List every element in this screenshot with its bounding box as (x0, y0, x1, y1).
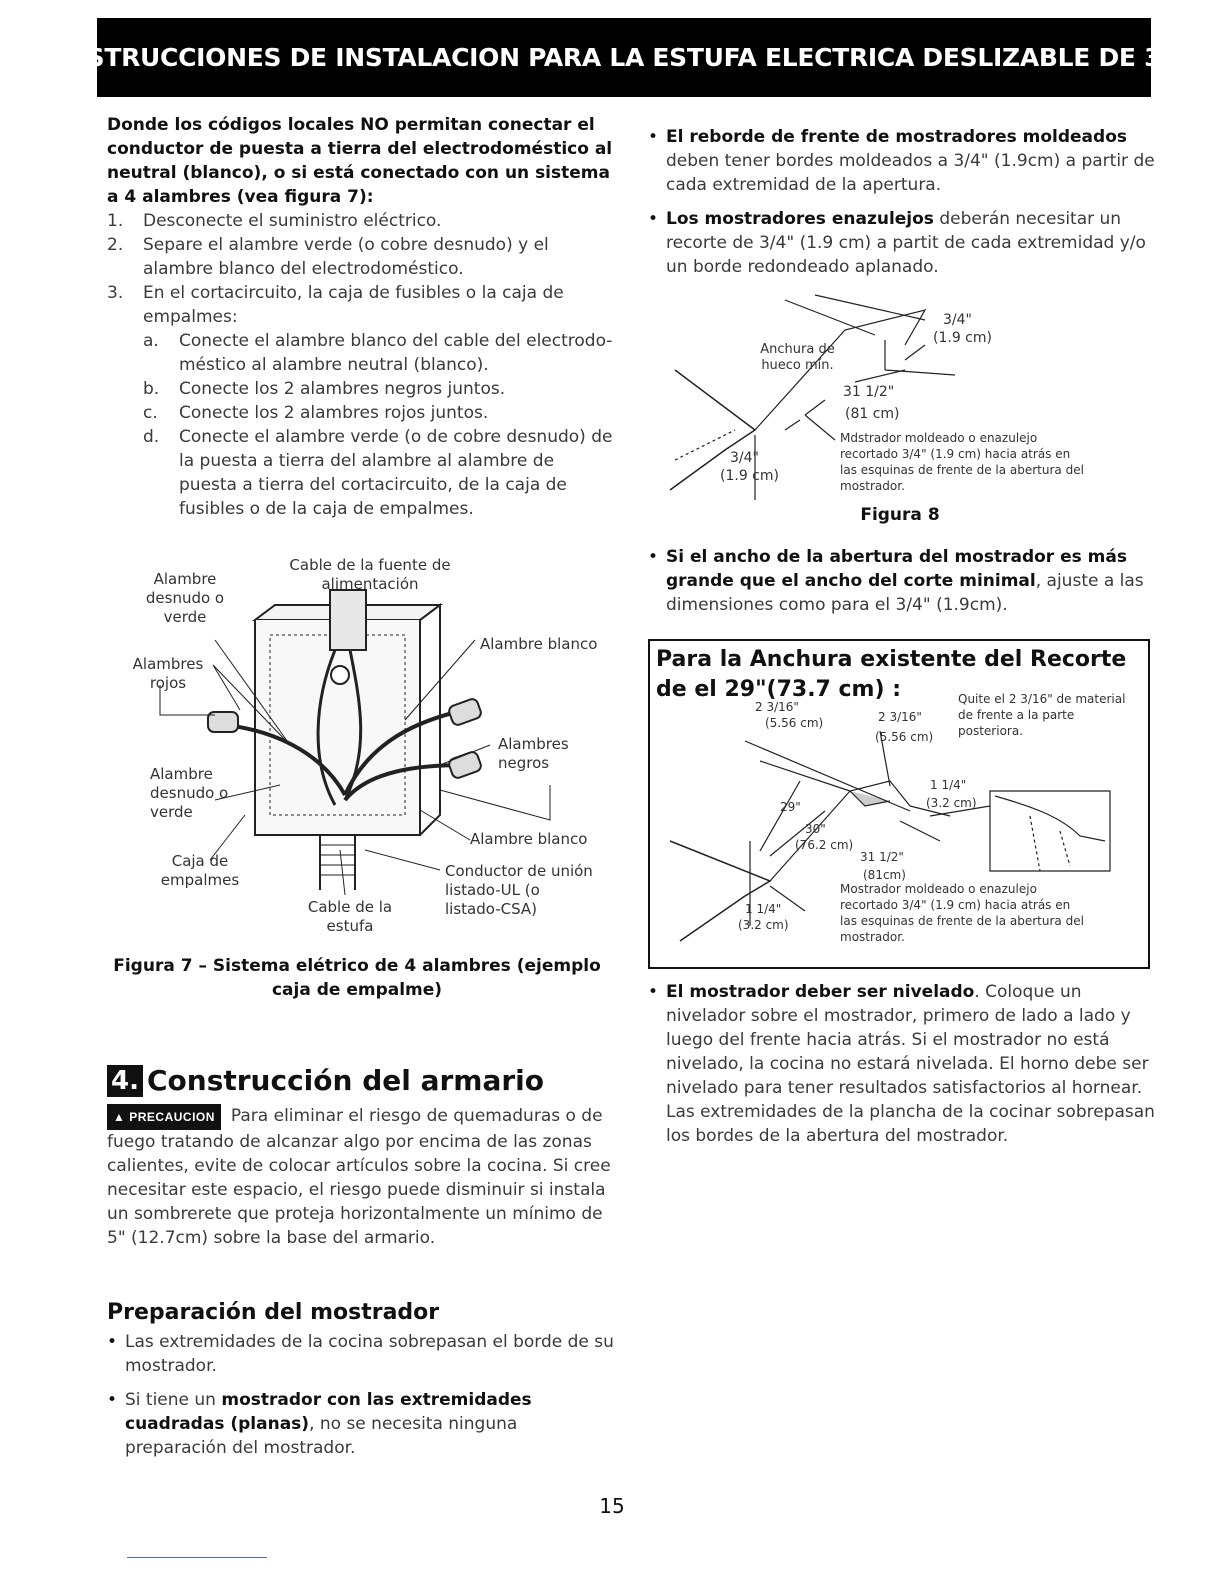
substep-c: c. Conecte los 2 alambres rojos juntos. (143, 403, 489, 423)
section-title: Construcción del armario (146, 1064, 544, 1097)
page-banner: INSTRUCCIONES DE INSTALACION PARA LA ESTUFA ELECTRICA DESLIZABLE DE 30" (97, 18, 1151, 97)
box-d114: 1 1/4" (930, 778, 967, 792)
right-bullet-3-wrap (648, 545, 1158, 627)
prep-bullet-1: • Las extremidades de la cocina sobrepasan el borde de su mostrador. (107, 1332, 614, 1376)
label-alambre-blanco-bottom: Alambre blanco (470, 830, 588, 848)
label-alambre-blanco-top: Alambre blanco (480, 635, 598, 653)
left-instructions (107, 113, 617, 521)
box-d29: 29" (780, 800, 801, 814)
box-d3112: 31 1/2" (860, 850, 904, 864)
label-cable-estufa: Cable de la estufa (307, 898, 393, 935)
caution-paragraph (107, 1104, 617, 1250)
box-d1cm: (5.56 cm) (765, 716, 824, 730)
prep-bullet-2: • Si tiene un mostrador con las extremidades cuadradas (planas), no se necesita ninguna preparación del mostrador. (107, 1390, 532, 1458)
box-d114b: 1 1/4" (745, 902, 782, 916)
label-alambres-negros: Alambres negros (498, 735, 569, 772)
figure-8-caption: Figura 8 (860, 505, 940, 525)
box-d32: (3.2 cm) (926, 796, 977, 810)
box-d2: 2 3/16" (878, 710, 922, 724)
right-bullets-top (648, 125, 1158, 289)
figure-8 (665, 290, 1145, 530)
warning-triangle-icon: ▲ (113, 1110, 126, 1124)
fig8-note: Mdstrador moldeado o enazulejo recortado 3/4" (1.9 cm) hacia atrás en las esquinas de frente de la abertura del mostrador. (840, 431, 1084, 493)
caution-text: Para eliminar el riesgo de quemaduras o de fuego tratando de alcanzar algo por encima de las zonas calientes, evite de colocar artículos sobre la cocina. Si cree necesitar este espacio, el riesgo puede disminuir si instala un sombrerete que proteja horizontalmente un mínimo de 5" (12.7cm) sobre la base del armario. (107, 1106, 611, 1248)
substeps-list (107, 329, 617, 521)
countertop-corner-illustration (665, 290, 1145, 530)
box-d2cm: (5.56 cm) (875, 730, 934, 744)
cutout-box (648, 639, 1150, 969)
steps-list (107, 209, 617, 329)
fig8-dim-19-left: (1.9 cm) (720, 468, 779, 484)
fig8-dim-34-left: 3/4" (730, 450, 759, 466)
step-2: 2. Separe el alambre verde (o cobre desnudo) y el alambre blanco del electrodoméstico. (107, 235, 549, 279)
box-d30: 30" (805, 822, 826, 836)
fig8-dim-81: (81 cm) (845, 406, 900, 422)
box-d81: (81cm) (863, 868, 906, 882)
page-number: 15 (599, 1494, 625, 1518)
prep-heading: Preparación del mostrador (107, 1300, 440, 1325)
fig8-anchura: Anchura de hueco mín. (760, 342, 835, 373)
box-d762: (76.2 cm) (795, 838, 854, 852)
right-bullet-3: • Si el ancho de la abertura del mostrador es más grande que el ancho del corte minimal, ajuste a las dimensiones como para el 3/4" (1.9cm). (648, 547, 1144, 615)
right-bullet-4-wrap (648, 980, 1158, 1158)
section-heading (107, 1064, 617, 1097)
box-title: Para la Anchura existente del Recorte de el 29"(73.7 cm) : (656, 647, 1127, 702)
box-d1: 2 3/16" (755, 700, 799, 714)
label-alambres-rojos: Alambres rojos (132, 655, 204, 692)
step-3: 3. En el cortacircuito, la caja de fusibles o la caja de empalmes: (107, 283, 564, 327)
box-quite: Quite el 2 3/16" de material de frente a la parte posteriora. (958, 692, 1126, 738)
right-bullet-1: • El reborde de frente de mostradores moldeados deben tener bordes moldeados a 3/4" (1.9cm) a partir de cada extremidad de la apertura. (648, 127, 1155, 195)
figure-7 (120, 550, 620, 950)
box-note: Mostrador moldeado o enazulejo recortado 3/4" (1.9 cm) hacia atrás en las esquinas de frente de la abertura del mostrador. (840, 882, 1084, 944)
label-cable-fuente: Cable de la fuente de alimentación (289, 556, 451, 593)
prep-list (107, 1330, 617, 1470)
figure-7-caption: Figura 7 – Sistema elétrico de 4 alambres (ejemplo caja de empalme) (113, 956, 601, 1000)
fig8-dim-19-top: (1.9 cm) (933, 330, 992, 346)
substep-a: a. Conecte el alambre blanco del cable del electrodo-méstico al alambre neutral (blanco). (143, 331, 613, 375)
fig8-dim-3112: 31 1/2" (843, 384, 895, 400)
caution-badge: ▲ PRECAUCION (107, 1104, 221, 1130)
fig8-dim-34-top: 3/4" (943, 312, 972, 328)
section-number: 4. (107, 1065, 143, 1097)
label-alambre-desnudo-mid: Alambre desnudo o verde (150, 765, 229, 821)
right-bullet-2: • Los mostradores enazulejos deberán necesitar un recorte de 3/4" (1.9 cm) a partit de cada extremidad y/o un borde redondeado aplanado. (648, 209, 1146, 277)
box-d32b: (3.2 cm) (738, 918, 789, 932)
label-alambre-desnudo-top: Alambre desnudo o verde (145, 570, 225, 626)
substep-b: b. Conecte los 2 alambres negros juntos. (143, 379, 506, 399)
footer-rule (127, 1557, 267, 1558)
substep-d: d. Conecte el alambre verde (o de cobre desnudo) de la puesta a tierra del alambre al alambre de puesta a tierra del cortacircuito, de la caja de fusibles o de la caja de empalmes. (143, 427, 613, 519)
label-caja-empalmes: Caja de empalmes (160, 852, 240, 889)
right-bullet-4: • El mostrador deber ser nivelado. Coloque un nivelador sobre el mostrador, primero de lado a lado y luego del frente hacia atrás. Si el mostrador no está nivelado, la cocina no estará nivelada. El horno debe ser nivelado para tener resultados satisfactorios al hornear. Las extremidades de la plancha de la cocinar sobrepasan los bordes de la abertura del mostrador. (648, 982, 1155, 1146)
step-1: 1. Desconecte el suministro eléctrico. (107, 211, 442, 231)
label-conductor: Conductor de unión listado-UL (o listado-CSA) (445, 862, 593, 918)
intro-heading: Donde los códigos locales NO permitan conectar el conductor de puesta a tierra del electrodoméstico al neutral (blanco), o si está conectado con un sistema a 4 alambres (vea figura 7): (107, 115, 613, 207)
